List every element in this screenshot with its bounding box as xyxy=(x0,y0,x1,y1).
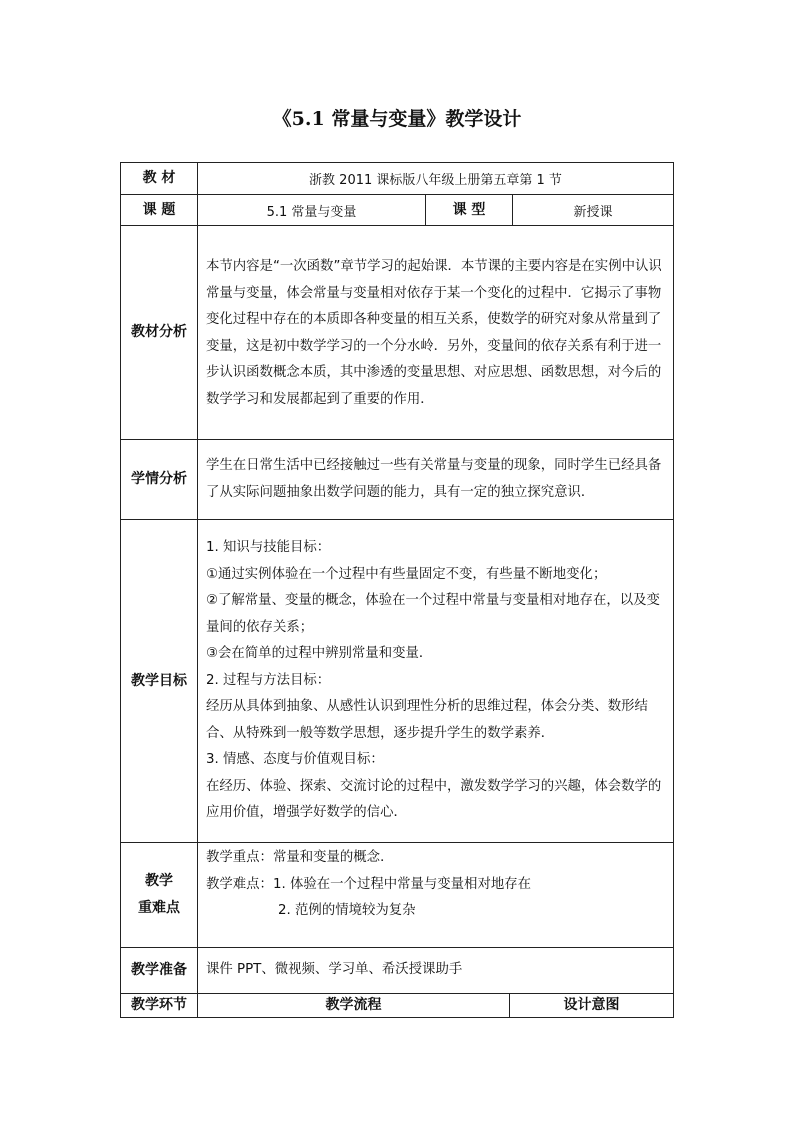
type-value: 新授课 xyxy=(573,204,613,220)
row-learner-analysis xyxy=(120,439,674,520)
objective-line: 2. 过程与方法目标： xyxy=(206,672,331,688)
row-process-header xyxy=(120,993,674,1018)
type-label: 课 型 xyxy=(425,195,513,225)
row-objectives xyxy=(120,519,674,843)
material-analysis-text: 本节内容是“一次函数”章节学习的起始课．本节课的主要内容是在实例中认识常量与变量，体会常量与变量相对依存于某一个变化的过程中．它揭示了事物变化过程中存在的本质即各种变量的相互关系，使数学的研究对象从常量到了变量，这是初中数学学习的一个分水岭．另外，变量间的依存关系有利于进一步认识函数概念本质，其中渗透的变量思想、对应思想、函数思想，对今后的数学学习和发展都起到了重要的作用． xyxy=(206,259,662,407)
objective-line: ②了解常量、变量的概念，体验在一个过程中常量与变量相对地存在，以及变量间的依存关系； xyxy=(206,593,660,635)
row-topic xyxy=(120,194,674,226)
teaching-focus: 教学重点：常量和变量的概念． xyxy=(206,850,394,865)
topic-label: 课 题 xyxy=(121,195,198,225)
stage-header: 教学环节 xyxy=(121,994,198,1017)
learner-analysis-label: 学情分析 xyxy=(121,440,198,519)
key-points-label xyxy=(121,843,198,947)
flow-header: 教学流程 xyxy=(198,994,510,1017)
row-material-analysis xyxy=(120,225,674,440)
objective-line: 1. 知识与技能目标： xyxy=(206,540,331,556)
page-title: 《5.1 常量与变量》教学设计 xyxy=(272,108,522,130)
teaching-difficulty: 教学难点：1. 体验在一个过程中常量与变量相对地存在 xyxy=(206,876,532,892)
objective-line: 在经历、体验、探索、交流讨论的过程中，激发数学学习的兴趣，体会数学的应用价值，增强学好数学的信心． xyxy=(206,778,662,821)
objective-line: ①通过实例体验在一个过程中有些量固定不变，有些量不断地变化； xyxy=(206,566,607,582)
textbook-label: 教 材 xyxy=(121,163,198,194)
material-analysis-label: 教材分析 xyxy=(121,226,198,439)
preparation-value: 课件 PPT、微视频、学习单、希沃授课助手 xyxy=(206,962,463,978)
teaching-difficulty-2: 2. 范例的情境较为复杂 xyxy=(278,903,416,918)
row-preparation xyxy=(120,947,674,994)
intent-header: 设计意图 xyxy=(563,997,620,1013)
objectives-label: 教学目标 xyxy=(121,520,198,842)
key-points-label-line2: 重难点 xyxy=(138,900,180,916)
objective-line: 经历从具体到抽象、从感性认识到理性分析的思维过程，体会分类、数形结合、从特殊到一般等数学思想，逐步提升学生的数学素养． xyxy=(206,699,648,741)
row-key-points xyxy=(120,842,674,948)
textbook-value: 浙教 2011 课标版八年级上册第五章第 1 节 xyxy=(309,173,562,188)
row-textbook xyxy=(120,162,674,195)
objective-line: 3. 情感、态度与价值观目标： xyxy=(206,752,384,768)
learner-analysis-text: 学生在日常生活中已经接触过一些有关常量与变量的现象，同时学生已经具备了从实际问题抽象出数学问题的能力，具有一定的独立探究意识． xyxy=(206,458,662,500)
objectives-list xyxy=(198,535,673,827)
key-points-label-line1: 教学 xyxy=(145,873,173,889)
topic-value: 5.1 常量与变量 xyxy=(266,204,357,220)
preparation-label: 教学准备 xyxy=(121,948,198,993)
key-points-content xyxy=(198,843,539,925)
objective-line: ③会在简单的过程中辨别常量和变量． xyxy=(206,646,433,662)
